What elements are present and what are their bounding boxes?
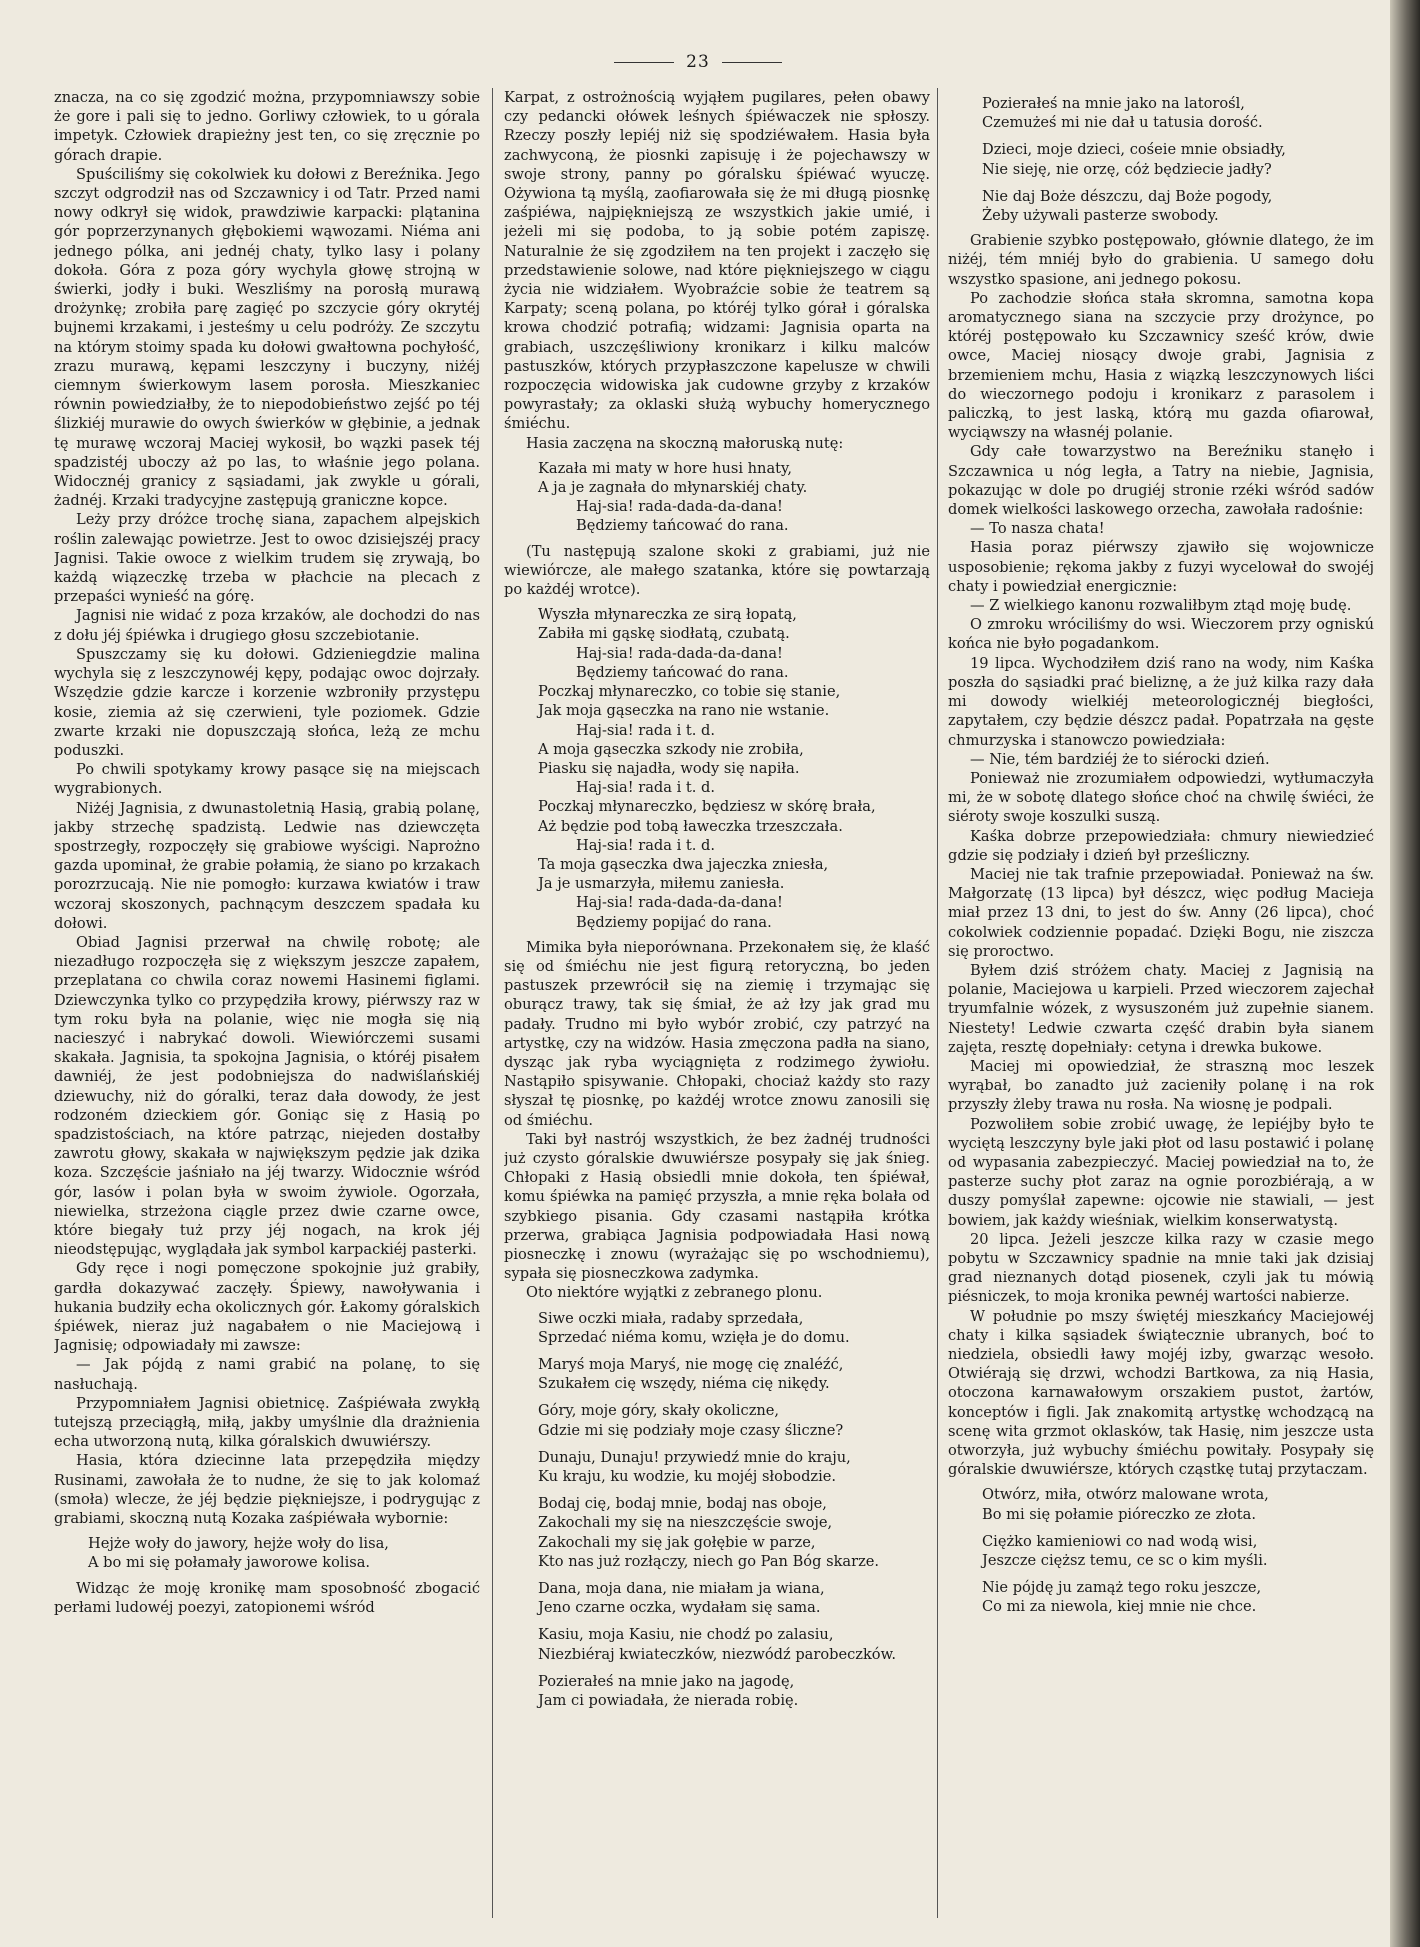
verse-line: Żeby używali pasterze swobody. — [982, 207, 1219, 225]
column-divider-2 — [937, 88, 938, 1918]
paragraph: Hasia poraz piérwszy zjawiło się wojownicze usposobienie; rękoma jakby z fuzyi wycelował do swojéj chaty i powiedział energicznie: — [948, 539, 1374, 595]
book-spine-shadow — [1390, 0, 1420, 1947]
verse-refrain-line: Haj-sia! rada-dada-da-dana! — [576, 498, 783, 516]
verse-line: Jeno czarne oczka, wydałam się sama. — [538, 1599, 821, 1617]
verse-line: A bo mi się połamały jaworowe kolisa. — [88, 1554, 371, 1572]
paragraph: Hasia, która dziecinne lata przepędziła między Rusinami, zawołała że to nudne, że się to jak kolomaź (smoła) wlecze, że jéj będzie piękniejsze, i podrygując z grabiami, skoczną nutą Kozaka zaśpiéwała wybornie: — [54, 1452, 480, 1528]
verse-block — [504, 459, 930, 536]
paragraph: Pozwoliłem sobie zrobić uwagę, że lepiéjby było te wyciętą leszczyny byle jaki płot od lasu postawić i polanę od wypasania zabezpieczyć. Maciej powiedział na to, że pasterze suchy płot zaraz na ognie porozbiérają, a w duszy pomyślał zapewne: ojcowie nie stawiali, — jest bowiem, jak każdy wieśniak, wielkim konserwatystą. — [948, 1115, 1374, 1229]
verse-block — [504, 605, 930, 931]
verse-line: Aż będzie pod tobą ławeczka trzeszczała. — [538, 817, 843, 835]
paragraph: — Nie, tém bardziéj że to siérocki dzień. — [970, 750, 1270, 768]
verse-line: Ku kraju, ku wodzie, ku mojéj słobodzie. — [538, 1468, 837, 1486]
verse-line: A moja gąseczka szkody nie zrobiła, — [538, 740, 804, 758]
paragraph: Obiad Jagnisi przerwał na chwilę robotę; ale niezadługo rozpoczęła się z większym jeszcze zapałem, przeplatana co chwila coraz nowemi Hasinemi figlami. Dziewczynka tylko co przypędziła krowy, piérwszy raz w tym roku była na polanie, więc nie mogła się nią nacieszyć i nabrykać dowoli. Wiewiórczemi susami skakała. Jagnisia, ta spokojna Jagnisia, o któréj pisałem dawniéj, że jest podobniejsza do nadwiślańskiéj dziewuchy, niż do góralki, teraz dała dowody, że jest rodzoném dzieckiem gór. Goniąc się z Hasią po spadzistościach, na które patrząc, niejeden dostałby zawrotu głowy, skakała w największym pędzie jak dzika koza. Szczęście jaśniało na jéj twarzy. Widocznie wśród gór, lasów i polan była w swoim żywiole. Ogorzała, niewielka, strzeżona ciągle przez dwie czarne owce, które biegały tuż przy jéj nogach, na krok jéj nieodstępując, wyglądała jak symbol karpackiéj pasterki. — [54, 933, 480, 1259]
verse-line: Dana, moja dana, nie miałam ja wiana, — [538, 1580, 825, 1598]
verse-refrain-line: Haj-sia! rada i t. d. — [576, 721, 716, 739]
stanza-gap — [504, 1664, 930, 1672]
column-1 — [54, 88, 480, 1928]
verse-line: A ja je zagnała do młynarskiéj chaty. — [538, 479, 808, 497]
verse-line: Maryś moja Maryś, nie mogę cię znaléźć, — [538, 1356, 844, 1373]
verse-line: Ta moja gąseczka dwa jajeczka zniesła, — [538, 855, 829, 873]
verse-line: Kto nas już rozłączy, niech go Pan Bóg skarze. — [538, 1552, 880, 1570]
paragraph: 20 lipca. Jeżeli jeszcze kilka razy w czasie mego pobytu w Szczawnicy spadnie na mnie taki jak dzisiaj grad nieznanych dotąd piosenek, czyli jak tu mówią piésniczek, to moja kronika pewnéj wartości nabierze. — [948, 1230, 1374, 1306]
verse-line: Hejże woły do jawory, hejże woły do lisa, — [88, 1535, 389, 1553]
verse-line: Zakochali my się jak gołębie w parze, — [538, 1533, 816, 1551]
paragraph: Byłem dziś stróżem chaty. Maciej z Jagnisią na polanie, Maciejowa u karpieli. Przed wieczorem zajechał tryumfalnie wózek, z wysuszoném już zupełnie sianem. Niestety! Ledwie czwarta część drabin była sianem zajęta, resztę dopełniały: cetyna i drewka bukowe. — [948, 961, 1374, 1056]
paragraph: Gdy całe towarzystwo na Bereźniku stanęło i Szczawnica u nóg legła, a Tatry na niebie, Jagnisia, pokazując w dole po drugiéj stronie rzéki wśród sadów domek wielkości laskowego orzecha, zawołała radośnie: — [948, 443, 1374, 519]
column-3 — [948, 88, 1374, 1928]
verse-block — [948, 94, 1374, 225]
verse-refrain-line: Haj-sia! rada-dada-da-dana! — [576, 644, 783, 662]
column-2 — [504, 88, 930, 1928]
paragraph: Jagnisi nie widać z poza krzaków, ale dochodzi do nas z dołu jéj śpiéwka i drugiego głosu szczebiotanie. — [54, 607, 480, 644]
header-rule-right — [722, 62, 782, 63]
stanza-gap — [504, 1440, 930, 1448]
verse-refrain-line: Haj-sia! rada-dada-da-dana! — [576, 894, 783, 912]
verse-line: Nie daj Boże dészczu, daj Boże pogody, — [982, 187, 1273, 205]
paragraph: Kaśka dobrze przepowiedziała: chmury niewiedzieć gdzie się podziały i dzień był prześliczny. — [948, 827, 1374, 864]
verse-line: Kasiu, moja Kasiu, nie chodź po zalasiu, — [538, 1626, 834, 1644]
paragraph: Hasia zaczęna na skoczną małoruską nutę: — [526, 434, 844, 452]
verse-line: Czemużeś mi nie dał u tatusia dorość. — [982, 114, 1263, 132]
verse-line: Zabiła mi gąskę siodłatą, czubatą. — [538, 625, 790, 643]
stanza-gap — [504, 1393, 930, 1401]
verse-line: Bodaj cię, bodaj mnie, bodaj nas oboje, — [538, 1495, 827, 1513]
verse-line: Zakochali my się na nieszczęście swoje, — [538, 1514, 833, 1532]
paragraph: Grabienie szybko postępowało, głównie dlatego, że im niżéj, tém mniéj było do grabienia. U samego dołu wszystko spasione, ani jednego pokosu. — [948, 232, 1374, 288]
verse-line: Co mi za niewola, kiej mnie nie chce. — [982, 1598, 1257, 1616]
paragraph: Po zachodzie słońca stała skromna, samotna kopa aromatycznego siana na szczycie przy drożynce, po któréj postępowało ku Szczawnicy sześć krów, dwie owce, Maciej niosący dwoje grabi, Jagnisia z brzemieniem mchu, Hasia z wiązką leszczynowych liści do wieczornego podoju i kronikarz z parasolem i paliczką, to jest laską, którą mu gazda ofiarował, wyciąwszy na własnéj polanie. — [948, 289, 1374, 442]
stanza-gap — [504, 1571, 930, 1579]
column-divider-1 — [492, 88, 493, 1918]
paragraph: — Jak pójdą z nami grabić na polanę, to się nasłuchają. — [54, 1356, 480, 1393]
stanza-gap — [504, 1347, 930, 1355]
verse-line: Poczkaj młynareczko, będziesz w skórę brała, — [538, 798, 876, 816]
paragraph: Maciej mi opowiedział, że straszną moc leszek wyrąbał, bo zanadto już zacieniły polanę i na rok przyszły żleby trawa nu rosła. Na wiosnę je podpali. — [948, 1057, 1374, 1114]
paragraph: — To nasza chata! — [970, 520, 1105, 538]
verse-line: Jeszcze cięższ temu, ce sc o kim myśli. — [982, 1552, 1268, 1570]
paragraph: Maciej nie tak trafnie przepowiadał. Ponieważ na św. Małgorzatę (13 lipca) był dészcz, więc podług Macieja miał przez 13 dni, to jest do św. Anny (26 lipca), choć cokolwiek codziennie popadać. Dzięki Bogu, nie ziszcza się proroctwo. — [948, 865, 1374, 960]
paragraph: Po chwili spotykamy krowy pasące się na miejscach wygrabionych. — [54, 761, 480, 798]
paragraph: Taki był nastrój wszystkich, że bez żadnéj trudności już czysto góralskie dwuwiérsze posypały się jak śnieg. Chłopaki z Hasią obsiedli mnie dokoła, ten śpiéwał, komu śpiéwka na pamięć przyszła, a mnie ręka bolała od szybkiego pisania. Gdy czasami nastąpiła krótka przerwa, grabiąca Jagnisia podpowiadała Hasi nową piosneczkę i znowu (wyrażając się po wschodniemu), sypała się piosneczkowa zadymka. — [504, 1130, 930, 1283]
paragraph: Oto niektóre wyjątki z zebranego plonu. — [526, 1284, 823, 1302]
verse-line: Ciężko kamieniowi co nad wodą wisi, — [982, 1532, 1258, 1550]
verse-line: Piasku się najadła, wody się napiła. — [538, 759, 800, 777]
paragraph: Widząc że moję kronikę mam sposobność zbogacić perłami ludowéj poezyi, zatopionemi wśród — [54, 1579, 480, 1616]
stanza-gap — [948, 1570, 1374, 1578]
verse-line: Ja je usmarzyła, miłemu zaniesła. — [538, 875, 785, 893]
paragraph: Przypomniałem Jagnisi obietnicę. Zaśpiéwała zwykłą tutejszą przeciągłą, miłą, jakby umyślnie dla drażnienia echa utworzoną nutą, kilka góralskich dwuwiérszy. — [54, 1394, 480, 1451]
verse-line: Gdzie mi się podziały moje czasy śliczne? — [538, 1421, 844, 1439]
verse-block — [54, 1534, 480, 1572]
verse-refrain-line: Będziemy popijać do rana. — [576, 913, 772, 931]
verse-line: Jak moja gąseczka na rano nie wstanie. — [538, 702, 830, 720]
verse-line: Dzieci, moje dzieci, cośeie mnie obsiadły, — [982, 141, 1286, 159]
verse-refrain-line: Będziemy tańcować do rana. — [576, 517, 789, 535]
verse-block — [504, 1309, 930, 1711]
verse-line: Nie pójdę ju zamąż tego roku jeszcze, — [982, 1579, 1262, 1597]
verse-refrain-line: Haj-sia! rada i t. d. — [576, 836, 716, 854]
page-number: 23 — [686, 52, 710, 72]
paragraph: (Tu następują szalone skoki z grabiami, już nie wiewiórcze, ale małego szatanka, które się powtarzają po każdéj wrotce). — [504, 542, 930, 599]
paragraph: Niżéj Jagnisia, z dwunastoletnią Hasią, grabią polanę, jakby strzechę spadzistą. Ledwie nas dziewczęta spostrzegły, rozpoczęły się grabiowe wyścigi. Naprożno gazda upominał, że grabie połamią, że siano po krzakach porozrzucają. Nie nie pomogło: kurzawa kwiatów i traw wczoraj skoszonych, pachnącym deszczem spadała ku dołowi. — [54, 799, 480, 932]
paragraph: Spuściliśmy się cokolwiek ku dołowi z Bereźnika. Jego szczyt odgrodził nas od Szczawnicy i od Tatr. Przed nami nowy odkrył się widok, prawdziwie karpacki: plątanina gór poprzerzynanych głębokiemi wąwozami. Niéma ani jednego pólka, ani jednéj chaty, tylko lasy i polany dokoła. Góra z poza góry wychyla głowę strojną w świerki, jodły i buki. Weszliśmy na porosłą murawą drożynkę; zrobiła parę zagięć po szczycie góry okrytéj bujnemi krzakami, i jesteśmy u celu podróży. Ze szczytu na którym stoimy spada ku dołowi gwałtowna pochyłość, zrazu murawą, kępami leszczyny i buczyny, niżéj ciemnym świerkowym lasem porosła. Mieszkaniec równin powiedziałby, że to niepodobieństwo zejść po téj ślizkiéj murawie do owych świerków w głębinie, a jednak tę murawę wczoraj Maciej wykosił, bo wązki pasek téj spadzistéj uboczy aż po las, to właśnie jego polana. Widocznéj granicy z sąsiadami, jak zwykle u górali, żadnéj. Krzaki tradycyjne zastępują graniczne kopce. — [54, 165, 480, 510]
verse-line: Otwórz, miła, otwórz malowane wrota, — [982, 1486, 1269, 1504]
stanza-gap — [504, 1617, 930, 1625]
verse-block — [948, 1485, 1374, 1616]
verse-refrain-line: Będziemy tańcować do rana. — [576, 663, 789, 681]
verse-line: Poczkaj młynareczko, co tobie się stanie, — [538, 683, 841, 701]
paragraph: Spuszczamy się ku dołowi. Gdzieniegdzie malina wychyla się z leszczynowéj kępy, podając owoc dojrzały. Wszędzie gdzie karcze i korzenie wzbroniły przystępu kosie, ziemia aż się czerwieni, tyle poziomek. Gdzie zwarte krzaki nie dopuszczają słońca, leżą ze mchu poduszki. — [54, 645, 480, 759]
page-header — [0, 52, 1396, 72]
paragraph: Gdy ręce i nogi pomęczone spokojnie już grabiły, gardła dokazywać zaczęły. Śpiewy, nawoływania i hukania budziły echa okolicznych gór. Łakomy góralskich śpiéwek, nieraz już nagabałem o nie Maciejową i Jagnisię; odpowiadały mi zawsze: — [54, 1260, 480, 1355]
verse-line: Sprzedać niéma komu, wzięła je do domu. — [538, 1328, 850, 1346]
paragraph: — Z wielkiego kanonu rozwaliłbym ztąd moję budę. — [970, 597, 1352, 615]
paragraph: Ponieważ nie zrozumiałem odpowiedzi, wytłumaczyła mi, że w sobotę dlatego słońce choć na chwilę świéci, że siéroty swoje koszulki suszą. — [948, 769, 1374, 826]
stanza-gap — [504, 1486, 930, 1494]
stanza-gap — [948, 179, 1374, 187]
paragraph: Leży przy dróżce trochę siana, zapachem alpejskich roślin zalewając powietrze. Jest to owoc dzisiejszéj pracy Jagnisi. Takie owoce z wielkim trudem się zrywają, bo każdą wiązeczkę trzeba w płachcie na plecach z przepaści wynieść na górę. — [54, 511, 480, 606]
verse-line: Kazała mi maty w hore husi hnaty, — [538, 459, 792, 477]
paragraph: 19 lipca. Wychodziłem dziś rano na wody, nim Kaśka poszła do sąsiadki prać bieliznę, a że już kilka razy dała mi dowody wielkiéj meteorologicznéj biegłości, zapytałem, czy będzie dészcz padał. Popatrzała na gęste chmurzyska i stanowczo powiedziała: — [948, 654, 1374, 749]
verse-line: Pozierałeś na mnie jako na latorośl, — [982, 95, 1245, 112]
verse-line: Wyszła młynareczka ze sirą łopatą, — [538, 606, 797, 624]
verse-line: Szukałem cię wszędy, niéma cię nikędy. — [538, 1375, 830, 1393]
stanza-gap — [948, 132, 1374, 140]
verse-line: Nie sieję, nie orzę, cóż będziecie jadły? — [982, 160, 1272, 178]
paragraph: Karpat, z ostrożnością wyjąłem pugilares, pełen obawy czy pedancki ołówek leśnych śpiéwaczek nie spłoszy. Rzeczy poszły lepiéj niż się spodziéwałem. Hasia była zachwyconą, że piosnki zapisuję i że pojechawszy w swoje strony, panny po góralsku śpiéwać wyuczę. Ożywiona tą myślą, zaofiarowała się że mi długą piosnkę zaśpiéwa, najpiękniejszą ze wszystkich jakie umié, i jeżeli mi się podoba, to ją sobie potém zapiszę. Naturalnie że się zgodziłem na ten projekt i zaczęło się przedstawienie solowe, nad które piękniejszego w ciągu życia nie widziałem. Wyobraźcie sobie że teatrem są Karpaty; sceną polana, po któréj tylko górał i góralska krowa chodzić potrafią; widzami: Jagnisia oparta na grabiach, uszczęśliwiony kronikarz i kilku malców pastuszków, których przypłaszczone kapelusze w chwili rozpoczęcia widowiska jak cudowne grzyby z krzaków powyrastały; za oklaski służą wybuchy homerycznego śmiéchu. — [504, 89, 930, 433]
verse-line: Dunaju, Dunaju! przywiedź mnie do kraju, — [538, 1448, 851, 1466]
paragraph: znacza, na co się zgodzić można, przypomniawszy sobie że gore i pali się to jedno. Gorliwy człowiek, to u górala impetyk. Człowiek drapieżny jest ten, co się zręcznie po górach drapie. — [54, 89, 480, 164]
verse-line: Niezbiéraj kwiateczków, niezwódź parobeczków. — [538, 1645, 896, 1663]
verse-line: Bo mi się połamie pióreczko ze złota. — [982, 1505, 1256, 1523]
verse-line: Siwe oczki miała, radaby sprzedała, — [538, 1309, 804, 1327]
verse-line: Pozierałeś na mnie jako na jagodę, — [538, 1672, 795, 1690]
verse-line: Góry, moje góry, skały okoliczne, — [538, 1402, 780, 1420]
verse-line: Jam ci powiadała, że nierada robię. — [538, 1692, 799, 1710]
stanza-gap — [948, 1524, 1374, 1532]
paragraph: Mimika była nieporównana. Przekonałem się, że klaść się od śmiéchu nie jest figurą retoryczną, bo jeden pastuszek przewrócił się na ziemię i trzymając się oburącz trawy, tak się śmiał, że aż łzy jak grad mu padały. Trudno mi było wybór zrobić, czy patrzyć na artystkę, czy na widzów. Hasia zmęczona padła na siano, dysząc jak ryba wyciągnięta z rodzimego żywiołu. Nastąpiło spisywanie. Chłopaki, chociaż każdy sto razy słyszał tę piosnkę, po każdéj wrotce znowu zanosili się od śmiéchu. — [504, 938, 930, 1129]
paragraph: W południe po mszy świętéj mieszkańcy Maciejowéj chaty i kilka sąsiadek świątecznie ubranych, boć to niedziela, obsiedli ławy mojéj izby, gwarząc wesoło. Otwiérają się drzwi, wchodzi Bartkowa, za nią Hasia, otoczona karnawałowym orszakiem pustot, żartów, konceptów i figli. Jak znakomitą artystkę wchodzącą na scenę wita grzmot oklasków, tak Hasię, nim jeszcze usta otworzyła, już wybuchy śmiéchu powitały. Posypały się góralskie dwuwiérsze, których cząstkę tutaj przytaczam. — [948, 1307, 1374, 1479]
paragraph: O zmroku wróciliśmy do wsi. Wieczorem przy ogniskú końca nie było pogadankom. — [948, 616, 1374, 653]
verse-refrain-line: Haj-sia! rada i t. d. — [576, 779, 716, 797]
header-rule-left — [614, 62, 674, 63]
